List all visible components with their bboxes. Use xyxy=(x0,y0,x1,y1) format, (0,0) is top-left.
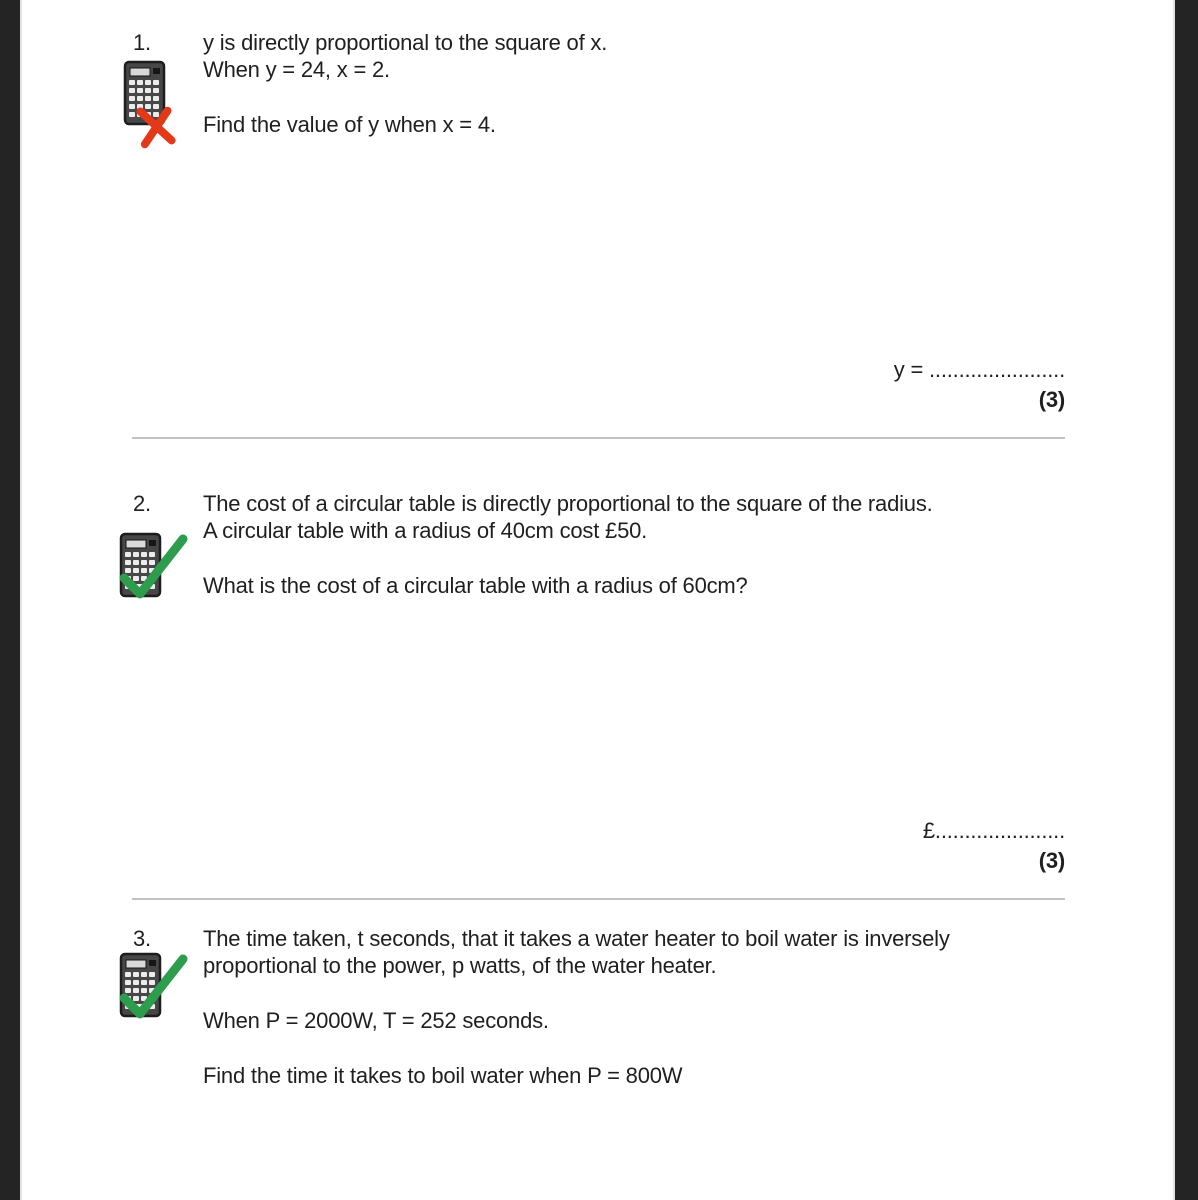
question-prompt: Find the value of y when x = 4. xyxy=(203,112,496,137)
statement-line: When y = 24, x = 2. xyxy=(203,57,390,82)
question-3-number: 3. xyxy=(133,926,151,951)
section-divider xyxy=(132,437,1065,439)
question-1-answer-area xyxy=(894,356,1065,413)
question-2-text xyxy=(203,490,1083,599)
calculator-allowed-icon xyxy=(112,950,192,1046)
question-3-text xyxy=(203,925,1083,1089)
right-border-bar xyxy=(1173,0,1198,1200)
marks-label: (3) xyxy=(1038,848,1065,873)
calculator-allowed-icon xyxy=(112,530,192,626)
marks-label: (3) xyxy=(1038,387,1065,412)
statement-line: The cost of a circular table is directly proportional to the square of the radius. xyxy=(203,491,933,516)
question-1-text xyxy=(203,29,1083,138)
statement-line: The time taken, t seconds, that it takes a water heater to boil water is inversely xyxy=(203,926,950,951)
question-1-number: 1. xyxy=(133,30,151,55)
question-2-answer-area xyxy=(923,817,1065,874)
calculator-not-allowed-icon xyxy=(116,58,196,154)
question-prompt: Find the time it takes to boil water when P = 800W xyxy=(203,1063,683,1088)
left-border-bar xyxy=(0,0,22,1200)
statement-line: y is directly proportional to the square of x. xyxy=(203,30,608,55)
statement-line: A circular table with a radius of 40cm cost £50. xyxy=(203,518,648,543)
answer-line: y = ....................... xyxy=(893,357,1065,382)
question-prompt: What is the cost of a circular table with a radius of 60cm? xyxy=(203,573,748,598)
statement-line: proportional to the power, p watts, of the water heater. xyxy=(203,953,717,978)
section-divider xyxy=(132,898,1065,900)
answer-line: £...................... xyxy=(922,818,1065,843)
given-values-line: When P = 2000W, T = 252 seconds. xyxy=(203,1008,549,1033)
question-2-number: 2. xyxy=(133,491,151,516)
